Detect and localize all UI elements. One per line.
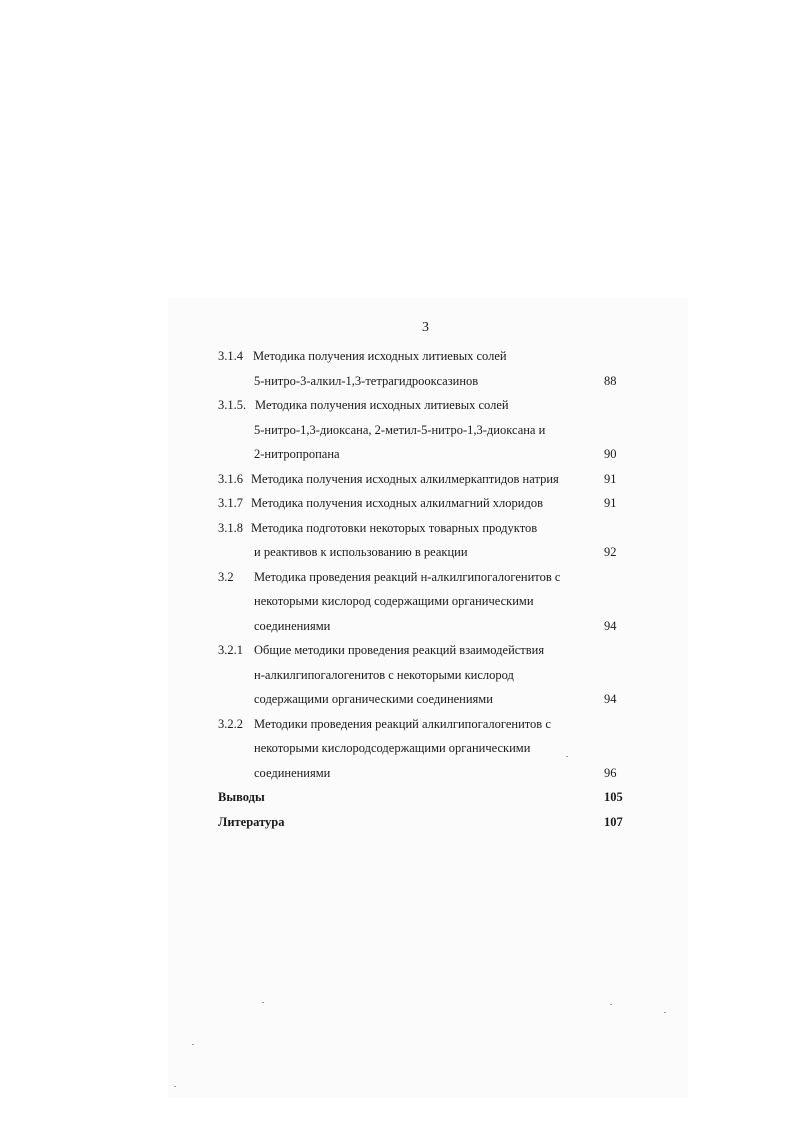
toc-entry-line xyxy=(218,395,628,415)
page-number: 3 xyxy=(422,320,429,335)
scan-speck xyxy=(566,756,568,757)
toc-title-text: Методика подготовки некоторых товарных продуктов xyxy=(251,520,538,535)
toc-entry-line xyxy=(218,542,628,562)
toc-page-number: 91 xyxy=(604,471,617,486)
toc-entry-line xyxy=(218,763,628,783)
toc-entry-line xyxy=(218,640,628,660)
toc-section-number: 3.2 xyxy=(218,569,234,584)
toc-page-number: 91 xyxy=(604,496,617,510)
toc-title-text: Методики проведения реакций алкилгипогалогенитов с xyxy=(254,716,551,731)
toc-page-number: 107 xyxy=(604,814,623,829)
toc-section-number: 3.2.1 xyxy=(218,643,243,657)
scan-speck xyxy=(664,1012,666,1013)
toc-entry-line xyxy=(218,420,628,440)
toc-title-text: Методика получения исходных алкилмагний хлоридов xyxy=(251,496,543,510)
toc-section-number: 3.1.7 xyxy=(218,496,243,510)
toc-page-number: 90 xyxy=(604,447,617,461)
toc-entry-line xyxy=(218,567,628,587)
toc-title-text: Методика получения исходных литиевых солей xyxy=(255,398,509,412)
toc-entry-line xyxy=(218,665,628,685)
toc-entry-line xyxy=(218,714,628,734)
toc-title-text: 5-нитро-1,3-диоксана, 2-метил-5-нитро-1,3-диоксана и xyxy=(254,422,546,437)
toc-title-text: Литература xyxy=(218,814,285,829)
toc-entry-line xyxy=(218,371,628,391)
toc-entry-line xyxy=(218,469,628,489)
toc-entry-line xyxy=(218,689,628,709)
toc-title-text: некоторыми кислород содержащими органическими xyxy=(254,594,534,608)
toc-entry-line xyxy=(218,444,628,464)
toc-title-text: Методика получения исходных алкилмеркаптидов натрия xyxy=(251,471,559,486)
toc-section-number: 3.1.8 xyxy=(218,520,243,535)
toc-title-text: некоторыми кислородсодержащими органическими xyxy=(254,741,531,755)
toc-entry-line xyxy=(218,346,628,366)
toc-title-text: 5-нитро-3-алкил-1,3-тетрагидрооксазинов xyxy=(254,373,479,388)
toc-title-text: соединениями xyxy=(254,618,331,633)
toc-entry-line xyxy=(218,787,628,807)
toc-page-number: 96 xyxy=(604,765,617,780)
toc-title-text: Методика проведения реакций н-алкилгипогалогенитов с xyxy=(254,569,561,584)
toc-entry-line xyxy=(218,616,628,636)
toc-title-text: и реактивов к использованию в реакции xyxy=(254,545,468,559)
toc-title-text: содержащими органическими соединениями xyxy=(254,692,493,706)
toc-title-text: Выводы xyxy=(218,790,265,804)
toc-page-number: 94 xyxy=(604,618,617,633)
toc-entry-line xyxy=(218,591,628,611)
toc-section-number: 3.1.5. xyxy=(218,398,247,412)
toc-section-number: 3.1.4 xyxy=(218,349,243,363)
toc-page-number: 92 xyxy=(604,545,617,559)
toc-entry-line xyxy=(218,812,628,832)
toc-page-number: 88 xyxy=(604,373,617,388)
scan-speck xyxy=(610,1004,612,1005)
toc-entry-line xyxy=(218,738,628,758)
scan-speck xyxy=(192,1044,194,1045)
toc-title-text: соединениями xyxy=(254,765,331,780)
toc-title-text: н-алкилгипогалогенитов с некоторыми кислород xyxy=(254,667,514,682)
toc-title-text: 2-нитропропана xyxy=(254,447,340,461)
toc-title-text: Общие методики проведения реакций взаимодействия xyxy=(254,643,545,657)
toc-entry-line xyxy=(218,518,628,538)
toc-entry-line xyxy=(218,493,628,513)
toc-section-number: 3.2.2 xyxy=(218,716,243,731)
toc-title-text: Методика получения исходных литиевых солей xyxy=(253,349,507,363)
toc-page-number: 105 xyxy=(604,790,623,804)
toc-page-number: 94 xyxy=(604,692,617,706)
scan-speck xyxy=(262,1002,264,1003)
toc-section-number: 3.1.6 xyxy=(218,471,243,486)
scan-speck xyxy=(174,1086,176,1087)
